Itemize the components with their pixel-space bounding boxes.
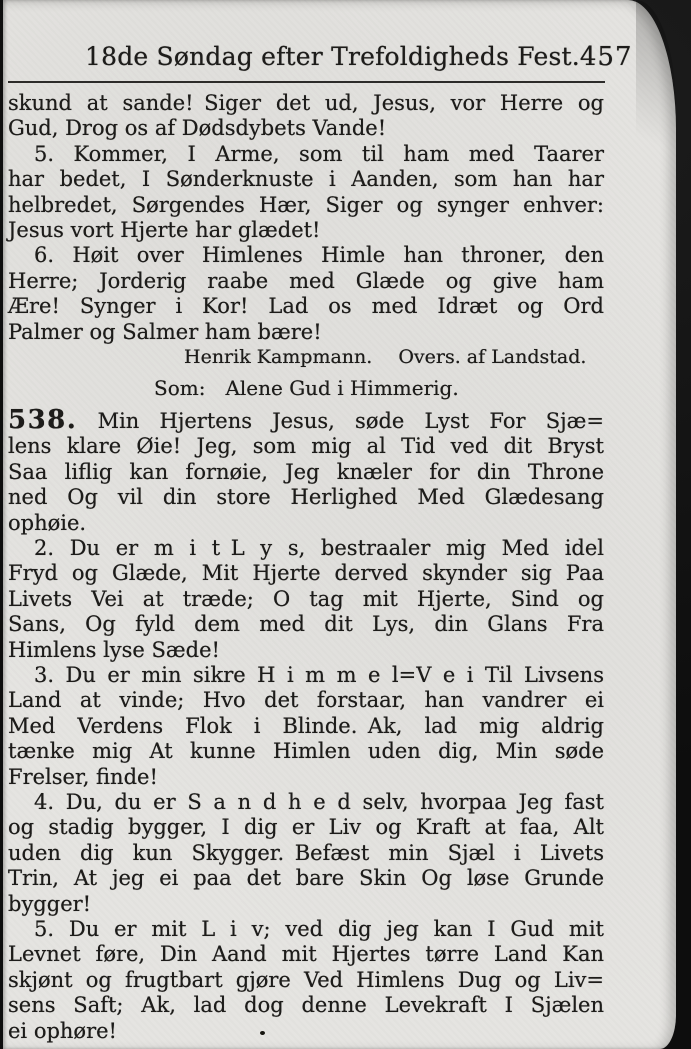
book-page bbox=[3, 0, 676, 1049]
hymn537-verse5-line-3: helbredet, Sørgendes Hær, Siger og synger enhver: bbox=[8, 192, 604, 217]
melody-reference bbox=[8, 376, 604, 401]
hymn538-opening-line bbox=[8, 404, 604, 435]
hymn538-verse5-line-5: ei ophøre! bbox=[8, 1018, 117, 1043]
hymn538-verse1-line-4: ned Og vil din store Herlighed Med Glædesang bbox=[8, 485, 604, 510]
hymn538-verse1-line-5: ophøie. bbox=[8, 510, 87, 535]
hymn538-verse5-line-4: sens Saft; Ak, lad dog denne Levekraft I Sjælen bbox=[8, 993, 604, 1018]
hymn537-continuation-line-1: skund at sande! Siger det ud, Jesus, vor Herre og bbox=[8, 91, 604, 115]
hymn537-verse6-line-4: Palmer og Salmer ham bære! bbox=[8, 319, 322, 344]
hymn538-verse4-line-3: uden dig kun Skygger. Befæst min Sjæl i Livets bbox=[8, 840, 604, 865]
hymn537-verse6-line-2: Herre; Jorderig raabe med Glæde og give ham bbox=[8, 268, 604, 293]
melody-label: Som: bbox=[154, 376, 206, 401]
hymn538-verse2-line-4: Sans, Og fyld dem med dit Lys, din Glans Fra bbox=[8, 612, 604, 637]
hymn538-verse3-line-2: Land at vinde; Hvo det forstaar, han vandrer ei bbox=[8, 688, 604, 713]
ink-spot bbox=[260, 1031, 265, 1035]
page-number: 457 bbox=[579, 42, 633, 72]
hymn538-verse2-line-1: 2. Du er m i t L y s, bestraaler mig Med idel bbox=[34, 535, 604, 560]
page-header bbox=[85, 0, 633, 72]
hymn538-verse2-line-3: Livets Vei at træde; O tag mit Hjerte, Sind og bbox=[8, 586, 604, 611]
hymn537-verse5-line-1: 5. Kommer, I Arme, som til ham med Taarer bbox=[34, 141, 604, 166]
page-content bbox=[8, 83, 604, 1044]
hymn538-verse1-line-3: Saa liflig kan fornøie, Jeg knæler for din Throne bbox=[8, 459, 604, 484]
running-title: 18de Søndag efter Trefoldigheds Fest. bbox=[85, 42, 580, 71]
hymn538-verse1-line-1: Min Hjertens Jesus, søde Lyst For Sjæ= bbox=[97, 408, 604, 433]
hymn538-verse4-line-5: bygger! bbox=[8, 891, 92, 916]
hymn537-continuation-line-2: Gud, Drog os af Dødsdybets Vande! bbox=[8, 116, 387, 141]
hymn538-verse3-line-4: tænke mig At kunne Himlen uden dig, Min søde bbox=[8, 739, 604, 764]
attribution-line bbox=[8, 345, 604, 370]
hymn538-verse5-line-2: Levnet føre, Din Aand mit Hjertes tørre Land Kan bbox=[8, 942, 604, 967]
melody-title: Alene Gud i Himmerig. bbox=[225, 376, 459, 401]
translator-credit: Overs. af Landstad. bbox=[398, 346, 587, 369]
hymn538-verse3-line-5: Frelser, finde! bbox=[8, 764, 158, 789]
hymn538-verse3-line-3: Med Verdens Flok i Blinde. Ak, lad mig aldrig bbox=[8, 713, 604, 738]
hymn538-verse2-line-5: Himlens lyse Sæde! bbox=[8, 637, 220, 662]
hymn537-verse6-line-1: 6. Høit over Himlenes Himle han throner, den bbox=[34, 243, 604, 268]
hymn537-verse6-line-3: Ære! Synger i Kor! Lad os med Idræt og Ord bbox=[8, 294, 604, 319]
author-name: Henrik Kampmann. bbox=[184, 346, 373, 369]
hymn538-verse4-line-4: Trin, At jeg ei paa det bare Skin Og løse Grunde bbox=[8, 866, 604, 891]
hymn538-verse4-line-1: 4. Du, du er S a n d h e d selv, hvorpaa Jeg fast bbox=[34, 789, 604, 814]
hymn538-verse5-line-1: 5. Du er mit L i v; ved dig jeg kan I Gud mit bbox=[34, 917, 604, 941]
hymn538-verse1-line-2: lens klare Øie! Jeg, som mig al Tid ved dit Bryst bbox=[8, 434, 604, 459]
hymn537-verse5-line-4: Jesus vort Hjerte har glædet! bbox=[8, 218, 321, 243]
hymn-number: 538. bbox=[8, 404, 78, 435]
hymn538-verse5-line-3: skjønt og frugtbart gjøre Ved Himlens Dug og Liv= bbox=[8, 967, 604, 992]
hymn538-verse2-line-2: Fryd og Glæde, Mit Hjerte derved skynder sig Paa bbox=[8, 561, 604, 586]
hymn537-verse5-line-2: har bedet, I Sønderknuste i Aanden, som han har bbox=[8, 167, 604, 192]
hymn538-verse4-line-2: og stadig bygger, I dig er Liv og Kraft at faa, Alt bbox=[8, 815, 604, 840]
hymn538-verse3-line-1: 3. Du er min sikre H i m m e l=V e i Til Livsens bbox=[34, 662, 604, 687]
